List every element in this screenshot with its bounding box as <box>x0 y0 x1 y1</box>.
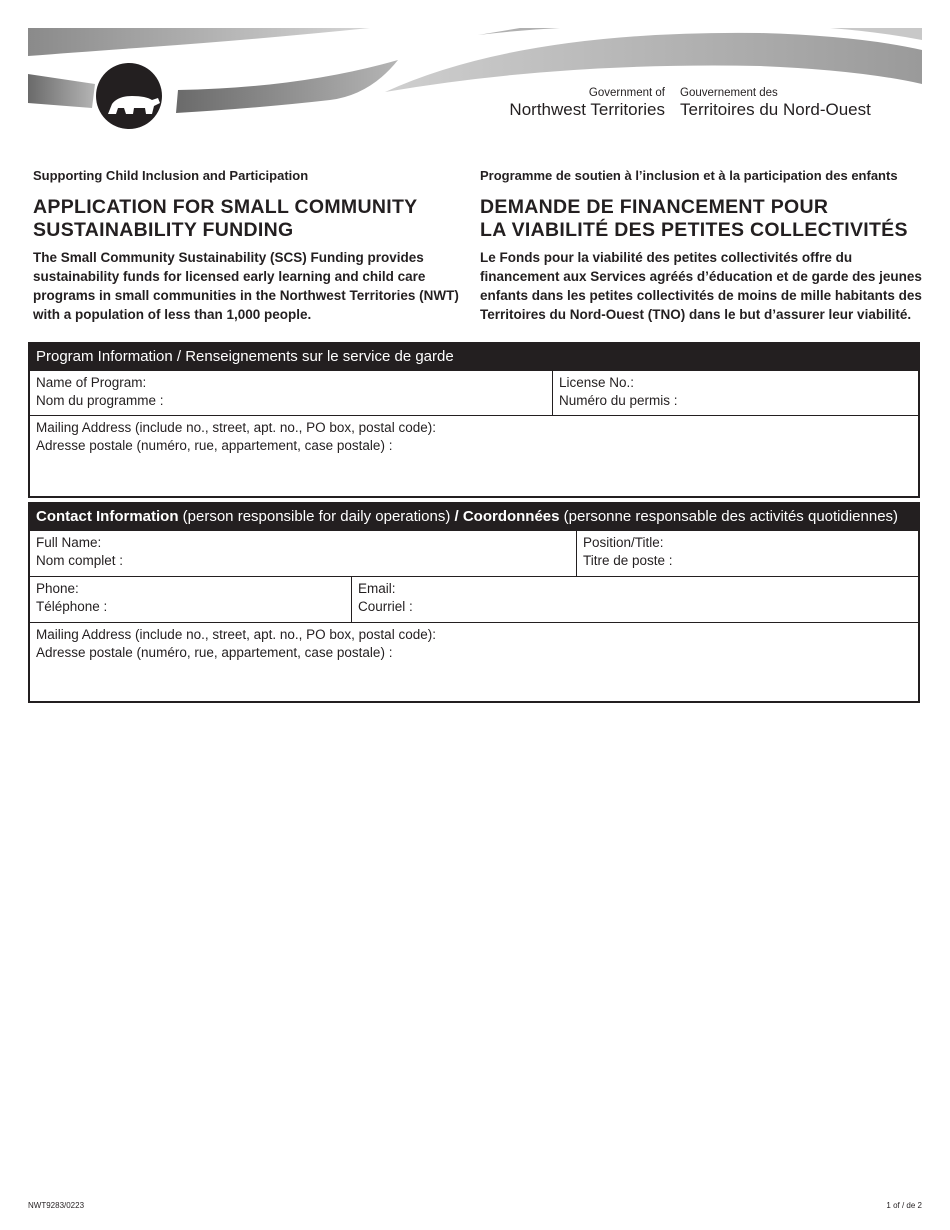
program-address-label-fr: Adresse postale (numéro, rue, appartement, case postale) : <box>36 438 393 453</box>
contact-name-row <box>30 530 918 576</box>
program-information-heading: Program Information / Renseignements sur le service de garde <box>30 344 918 370</box>
contact-mailing-address-field[interactable] <box>30 623 918 701</box>
full-name-field[interactable] <box>30 531 576 576</box>
contact-address-label-en: Mailing Address (include no., street, apt. no., PO box, postal code): <box>36 627 436 642</box>
form-title-en: APPLICATION FOR SMALL COMMUNITY SUSTAINABILITY FUNDING <box>33 196 418 241</box>
gov-fr-prefix: Gouvernement des <box>680 87 778 99</box>
banner-swoosh-left <box>28 74 95 108</box>
contact-heading-en-note: (person responsible for daily operations) <box>178 508 455 525</box>
program-mailing-address-field[interactable] <box>30 416 918 496</box>
gov-en-name: Northwest Territories <box>509 100 665 119</box>
contact-address-row <box>30 622 918 701</box>
contact-heading-en-bold: Contact Information <box>36 508 179 525</box>
government-name-french <box>680 86 910 120</box>
french-intro <box>480 167 925 324</box>
intro-text-fr: Le Fonds pour la viabilité des petites collectivités offre du financement aux Services agréés d’éducation et de garde des jeunes enfants dans les petites collectivités de moins de mille habitants des Territoires du Nord-Ouest (TNO) dans le but d’assurer leur viabilité. <box>480 250 922 322</box>
phone-label-en: Phone: <box>36 581 79 596</box>
banner-swoosh-tip <box>478 28 560 35</box>
banner-swoosh-right <box>385 33 922 92</box>
position-label-en: Position/Title: <box>583 535 664 550</box>
full-name-label-fr: Nom complet : <box>36 553 124 568</box>
program-name-row <box>30 370 918 415</box>
program-name-en: Supporting Child Inclusion and Participation <box>33 168 309 183</box>
contact-heading-fr-note: (personne responsable des activités quotidiennes) <box>559 508 899 525</box>
program-name-label-en: Name of Program: <box>36 375 147 390</box>
polar-bear-emblem <box>96 63 162 129</box>
program-address-label-en: Mailing Address (include no., street, apt. no., PO box, postal code): <box>36 420 436 435</box>
email-field[interactable] <box>351 577 918 622</box>
license-label-en: License No.: <box>559 375 635 390</box>
gov-fr-name: Territoires du Nord-Ouest <box>680 100 871 119</box>
program-name-fr: Programme de soutien à l’inclusion et à la participation des enfants <box>480 168 898 183</box>
contact-phone-row <box>30 576 918 622</box>
form-title-fr: DEMANDE DE FINANCEMENT POUR LA VIABILITÉ DES PETITES COLLECTIVITÉS <box>480 196 908 241</box>
license-label-fr: Numéro du permis : <box>559 393 678 408</box>
full-name-label-en: Full Name: <box>36 535 102 550</box>
program-address-row <box>30 415 918 496</box>
program-name-label-fr: Nom du programme : <box>36 393 164 408</box>
contact-heading-fr-bold: / Coordonnées <box>454 508 560 525</box>
program-name-field[interactable] <box>30 371 552 415</box>
contact-information-heading <box>30 504 918 530</box>
license-number-field[interactable] <box>552 371 918 415</box>
position-title-field[interactable] <box>576 531 918 576</box>
gov-en-prefix: Government of <box>588 87 665 99</box>
contact-information-section <box>28 502 920 703</box>
email-label-en: Email: <box>358 581 396 596</box>
banner-swoosh-top <box>28 28 370 56</box>
banner-swoosh-mid <box>176 60 398 113</box>
page-number: 1 of / de 2 <box>886 1201 922 1210</box>
phone-label-fr: Téléphone : <box>36 599 108 614</box>
position-label-fr: Titre de poste : <box>583 553 673 568</box>
contact-address-label-fr: Adresse postale (numéro, rue, appartement, case postale) : <box>36 645 393 660</box>
phone-field[interactable] <box>30 577 351 622</box>
email-label-fr: Courriel : <box>358 599 413 614</box>
intro-text-en: The Small Community Sustainability (SCS) Funding provides sustainability funds for licensed early learning and child care programs in small communities in the Northwest Territories (NWT) with a population of less than 1,000 people. <box>33 250 459 322</box>
form-number: NWT9283/0223 <box>28 1201 85 1210</box>
program-information-section <box>28 342 920 498</box>
government-name-english <box>500 86 665 120</box>
english-intro <box>33 167 473 324</box>
